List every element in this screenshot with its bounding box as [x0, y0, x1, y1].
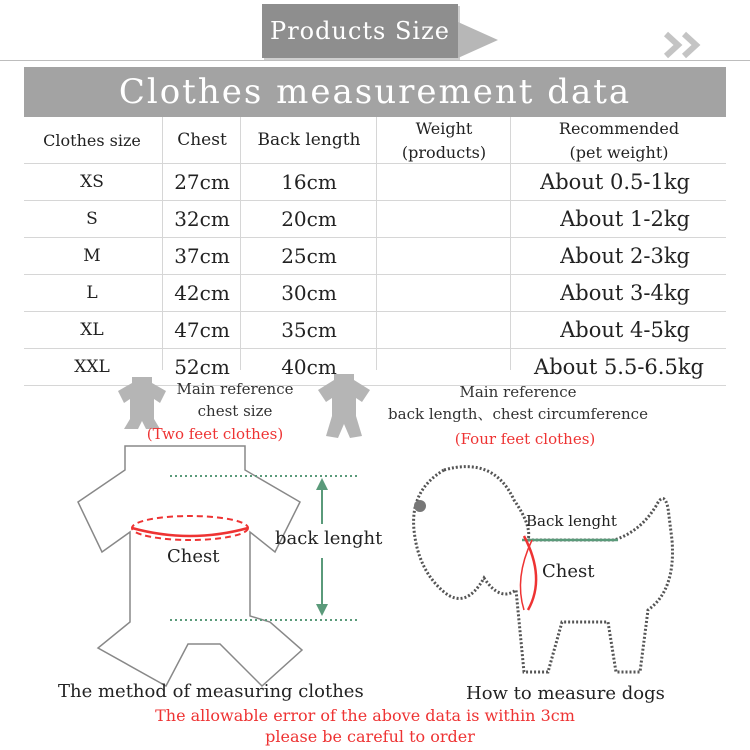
header-recommended: [512, 117, 726, 163]
clothes-diagram: [70, 440, 400, 690]
four-feet-ref-line2: back length、chest circumference: [388, 405, 648, 423]
cell-size: S: [86, 209, 98, 229]
table-divider: [376, 117, 377, 370]
cell-weight: [378, 238, 510, 274]
header-weight-line1: Weight: [415, 119, 473, 138]
cell-rec: About 2-3kg: [560, 244, 690, 268]
cell-chest: 27cm: [174, 170, 230, 194]
cell-chest: 47cm: [174, 318, 230, 342]
cell-chest: 52cm: [174, 355, 230, 379]
measurement-banner: Clothes measurement data: [24, 67, 726, 117]
cell-size: M: [83, 246, 101, 266]
header-chest: Chest: [177, 130, 227, 150]
four-feet-tag: (Four feet clothes): [454, 430, 596, 448]
footer-note-line2: please be careful to order: [265, 727, 475, 746]
four-feet-ref-line1: Main reference: [459, 383, 577, 401]
cell-size: XL: [80, 320, 104, 340]
header-rec-line1: Recommended: [558, 119, 680, 138]
cell-chest: 42cm: [174, 281, 230, 305]
clothes-chest-label: Chest: [167, 546, 220, 567]
table-divider: [162, 117, 163, 370]
header-size: Clothes size: [43, 130, 141, 150]
two-feet-reference: [160, 378, 310, 422]
table-row: [24, 164, 726, 201]
four-feet-clothes-icon: [316, 372, 372, 440]
cell-back: 30cm: [281, 281, 337, 305]
cell-rec: About 1-2kg: [560, 207, 690, 231]
cell-rec: About 4-5kg: [560, 318, 690, 342]
table-divider: [240, 117, 241, 370]
two-feet-tag: (Two feet clothes): [146, 425, 284, 443]
footer-note-line1: The allowable error of the above data is within 3cm: [155, 706, 575, 725]
cell-weight: [378, 275, 510, 311]
cell-weight: [378, 164, 510, 200]
size-table: [24, 117, 726, 386]
cell-weight: [378, 201, 510, 237]
cell-back: 35cm: [281, 318, 337, 342]
header-rec-line2: (pet weight): [569, 143, 669, 162]
double-chevron-icon: [662, 30, 718, 60]
table-row: [24, 312, 726, 349]
dog-chest-label: Chest: [542, 561, 595, 582]
table-header-row: [24, 117, 726, 164]
products-size-tab: Products Size: [262, 4, 458, 58]
cell-weight: [378, 349, 510, 385]
cell-rec: About 3-4kg: [560, 281, 690, 305]
cell-back: 25cm: [281, 244, 337, 268]
header-weight: [378, 117, 510, 163]
two-feet-ref-line1: Main reference: [176, 380, 294, 398]
tab-fold: [458, 22, 498, 58]
cell-back: 16cm: [281, 170, 337, 194]
table-row: [24, 238, 726, 275]
cell-size: XS: [80, 172, 104, 192]
cell-rec: About 5.5-6.5kg: [534, 355, 704, 379]
four-feet-reference: [368, 381, 668, 425]
clothes-caption: The method of measuring clothes: [58, 681, 364, 702]
dog-caption: How to measure dogs: [466, 683, 665, 704]
header-weight-line2: (products): [401, 143, 487, 162]
cell-size: XXL: [74, 357, 110, 377]
header-back: Back length: [257, 130, 361, 150]
two-feet-ref-line2: chest size: [197, 402, 273, 420]
header-divider: [0, 60, 750, 61]
dog-back-label: Back lenght: [526, 512, 617, 530]
cell-size: L: [86, 283, 98, 303]
cell-rec: About 0.5-1kg: [540, 170, 690, 194]
table-divider: [510, 117, 511, 370]
cell-back: 20cm: [281, 207, 337, 231]
cell-chest: 32cm: [174, 207, 230, 231]
clothes-back-label: back lenght: [275, 528, 383, 549]
cell-back: 40cm: [281, 355, 337, 379]
table-row: [24, 201, 726, 238]
cell-weight: [378, 312, 510, 348]
cell-chest: 37cm: [174, 244, 230, 268]
table-row: [24, 275, 726, 312]
